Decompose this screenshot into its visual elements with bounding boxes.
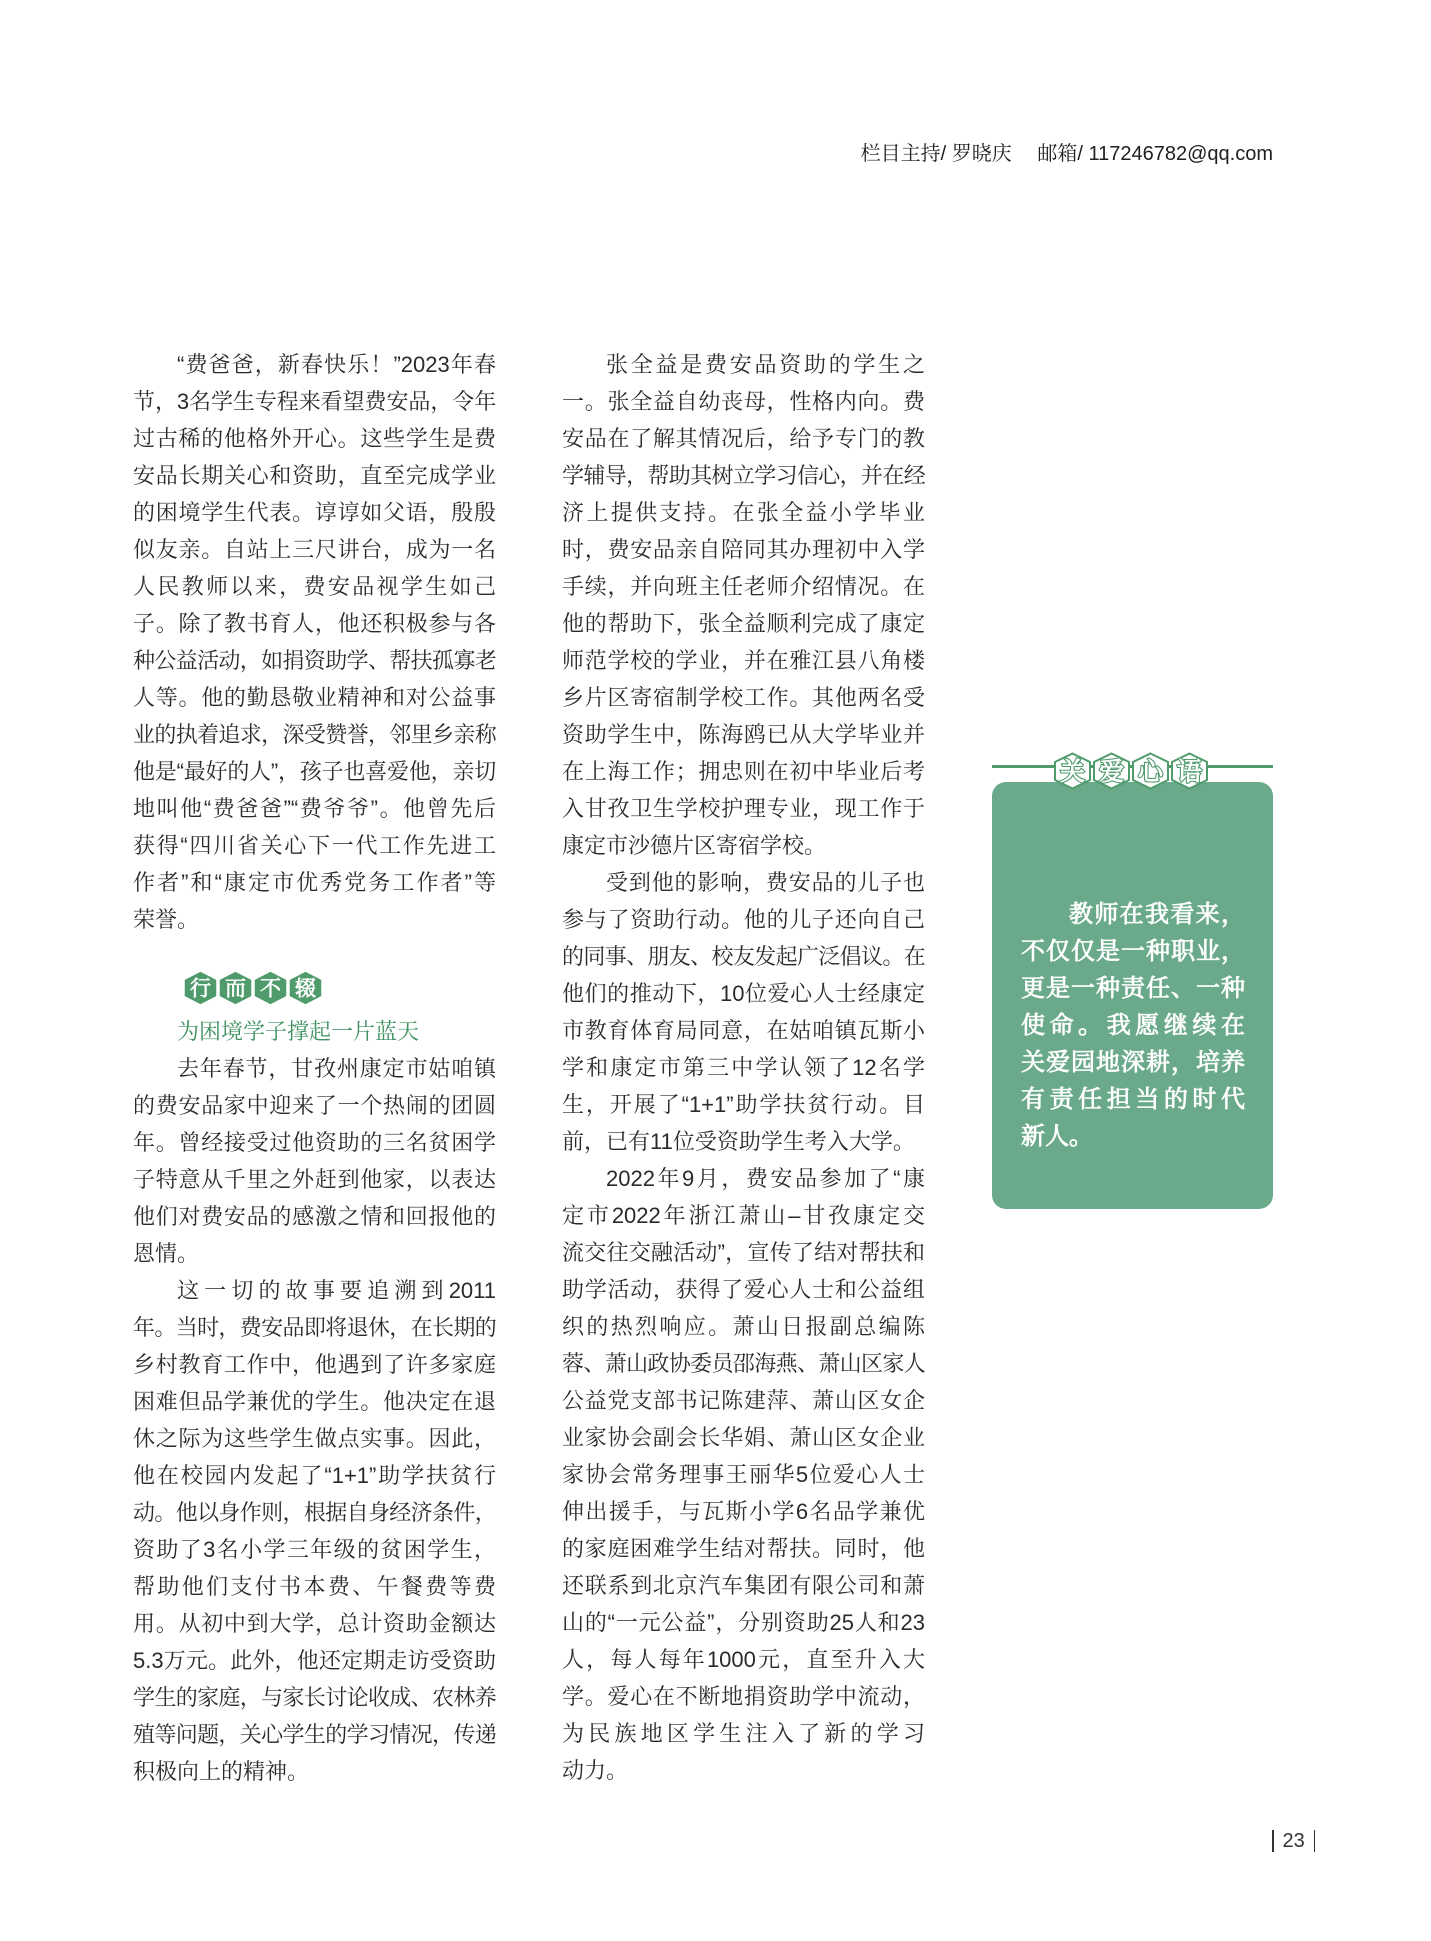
text-line: 5.3万元。此外，他还定期走访受资助 xyxy=(133,1648,496,1673)
text-line: 的费安品家中迎来了一个热闹的团圆 xyxy=(133,1093,496,1118)
text-line: “费爸爸，新春快乐！”2023年春 xyxy=(177,352,496,377)
text-line: 积极向上的精神。 xyxy=(133,1759,310,1784)
text-line: 他们对费安品的感激之情和回报他的 xyxy=(133,1204,496,1229)
text-line: 定市2022年浙江萧山–甘孜康定交 xyxy=(562,1203,925,1228)
text-line: 的困境学生代表。谆谆如父语，殷殷 xyxy=(133,500,496,525)
text-line: 乡片区寄宿制学校工作。其他两名受 xyxy=(562,685,925,710)
text-line: 山的“一元公益”，分别资助25人和23 xyxy=(562,1610,925,1635)
text-line: 去年春节，甘孜州康定市姑咱镇 xyxy=(177,1056,496,1081)
text-line: 一。张全益自幼丧母，性格内向。费 xyxy=(562,389,925,414)
sidebar-heading-char: 关 xyxy=(1059,758,1086,786)
text-line: 业家协会副会长华娟、萧山区女企业 xyxy=(562,1425,925,1450)
hexagon-outline-icon xyxy=(1170,752,1209,790)
text-line: 的家庭困难学生结对帮扶。同时，他 xyxy=(562,1536,925,1561)
text-line: 过古稀的他格外开心。这些学生是费 xyxy=(133,426,496,451)
text-line: 殖等问题，关心学生的学习情况，传递 xyxy=(133,1722,496,1747)
text-line: 他在校园内发起了“1+1”助学扶贫行 xyxy=(133,1463,496,1488)
section-title-char: 而 xyxy=(225,977,246,1001)
section-title-char: 行 xyxy=(190,977,211,1001)
text-line: 公益党支部书记陈建萍、萧山区女企 xyxy=(562,1388,925,1413)
text-line: 乡村教育工作中，他遇到了许多家庭 xyxy=(133,1352,496,1377)
text-line: 荣誉。 xyxy=(133,907,200,932)
text-line: 使命。我愿继续在 xyxy=(1021,1012,1245,1039)
text-line: 休之际为这些学生做点实事。因此， xyxy=(133,1426,496,1451)
hexagon-badge-icon xyxy=(288,970,323,1006)
sidebar-heading xyxy=(1053,752,1209,790)
text-line: 动力。 xyxy=(562,1758,629,1783)
text-line: 子特意从千里之外赶到他家，以表达 xyxy=(133,1167,496,1192)
text-line: 年。曾经接受过他资助的三名贫困学 xyxy=(133,1130,496,1155)
text-line: 市教育体育局同意，在姑咱镇瓦斯小 xyxy=(562,1018,925,1043)
text-line: 入甘孜卫生学校护理专业，现工作于 xyxy=(562,796,925,821)
text-line: 学和康定市第三中学认领了12名学 xyxy=(562,1055,925,1080)
text-line: 流交往交融活动”，宣传了结对帮扶和 xyxy=(562,1240,925,1265)
story-paragraph xyxy=(133,1272,496,1790)
hexagon-badge-icon xyxy=(183,970,218,1006)
text-line: 教师在我看来， xyxy=(1069,901,1245,928)
intro-paragraph xyxy=(133,346,496,938)
text-line: 为民族地区学生注入了新的学习 xyxy=(562,1721,925,1746)
text-line: 子。除了教书育人，他还积极参与各 xyxy=(133,611,496,636)
text-line: 节，3名学生专程来看望费安品，令年 xyxy=(133,389,496,414)
text-line: 康定市沙德片区寄宿学校。 xyxy=(562,833,827,858)
text-line: 师范学校的学业，并在雅江县八角楼 xyxy=(562,648,925,673)
text-line: 手续，并向班主任老师介绍情况。在 xyxy=(562,574,925,599)
text-line: 参与了资助行动。他的儿子还向自己 xyxy=(562,907,925,932)
divider-bar xyxy=(1272,1830,1274,1852)
sidebar-heading-char: 语 xyxy=(1176,758,1203,786)
text-line: 学。爱心在不断地捐资助学中流动， xyxy=(562,1684,925,1709)
editor-email: 邮箱/ 117246782@qq.com xyxy=(1037,143,1273,165)
hexagon-badge-icon xyxy=(253,970,288,1006)
hexagon-outline-icon xyxy=(1053,752,1092,790)
text-line: 家协会常务理事王丽华5位爱心人士 xyxy=(562,1462,925,1487)
text-line: 他是“最好的人”，孩子也喜爱他，亲切 xyxy=(133,759,496,784)
middle-column xyxy=(562,346,925,1789)
text-line: 关爱园地深耕，培养 xyxy=(1021,1049,1245,1076)
text-line: 学辅导，帮助其树立学习信心，并在经 xyxy=(562,463,925,488)
page-number-value: 23 xyxy=(1282,1830,1305,1852)
text-line: 有责任担当的时代 xyxy=(1021,1086,1245,1113)
column-editor-header xyxy=(861,140,1273,168)
hexagon-badge-icon xyxy=(218,970,253,1006)
text-line: 资助学生中，陈海鸥已从大学毕业并 xyxy=(562,722,925,747)
text-line: 获得“四川省关心下一代工作先进工 xyxy=(133,833,496,858)
quote-text xyxy=(1021,896,1245,1155)
story-paragraph xyxy=(562,864,925,1160)
sidebar-heading-char: 心 xyxy=(1137,758,1164,786)
text-line: 蓉、萧山政协委员邵海燕、萧山区家人 xyxy=(562,1351,925,1376)
text-line: 学生的家庭，与家长讨论收成、农林养 xyxy=(133,1685,496,1710)
text-line: 人民教师以来，费安品视学生如己 xyxy=(133,574,496,599)
text-line: 人等。他的勤恳敬业精神和对公益事 xyxy=(133,685,496,710)
section-title-char: 不 xyxy=(260,977,281,1001)
section-heading xyxy=(133,938,496,1050)
text-line: 2022年9月，费安品参加了“康 xyxy=(606,1166,925,1191)
text-line: 动。他以身作则，根据自身经济条件， xyxy=(133,1500,496,1525)
text-line: 的同事、朋友、校友发起广泛倡议。在 xyxy=(562,944,925,969)
text-line: 帮助他们支付书本费、午餐费等费 xyxy=(133,1574,496,1599)
text-line: 恩情。 xyxy=(133,1241,200,1266)
text-line: 用。从初中到大学，总计资助金额达 xyxy=(133,1611,496,1636)
text-line: 他的帮助下，张全益顺利完成了康定 xyxy=(562,611,925,636)
quote-box xyxy=(992,782,1273,1209)
text-line: 困难但品学兼优的学生。他决定在退 xyxy=(133,1389,496,1414)
text-line: 业的执着追求，深受赞誉，邻里乡亲称 xyxy=(133,722,496,747)
text-line: 安品在了解其情况后，给予专门的教 xyxy=(562,426,925,451)
text-line: 助学活动，获得了爱心人士和公益组 xyxy=(562,1277,925,1302)
text-line: 不仅仅是一种职业， xyxy=(1021,938,1245,965)
text-line: 济上提供支持。在张全益小学毕业 xyxy=(562,500,925,525)
left-column xyxy=(133,346,496,1790)
hexagon-outline-icon xyxy=(1131,752,1170,790)
text-line: 地叫他“费爸爸”“费爷爷”。他曾先后 xyxy=(133,796,496,821)
text-line: 在上海工作；拥忠则在初中毕业后考 xyxy=(562,759,925,784)
section-subtitle: 为困境学子撑起一片蓝天 xyxy=(177,1019,420,1044)
text-line: 安品长期关心和资助，直至完成学业 xyxy=(133,463,496,488)
text-line: 似友亲。自站上三尺讲台，成为一名 xyxy=(133,537,496,562)
text-line: 还联系到北京汽车集团有限公司和萧 xyxy=(562,1573,925,1598)
text-line: 生，开展了“1+1”助学扶贫行动。目 xyxy=(562,1092,925,1117)
divider-bar xyxy=(1314,1830,1316,1852)
story-paragraph xyxy=(562,1160,925,1789)
section-title-badges xyxy=(183,970,323,1006)
text-line: 受到他的影响，费安品的儿子也 xyxy=(606,870,925,895)
hexagon-outline-icon xyxy=(1092,752,1131,790)
text-line: 种公益活动，如捐资助学、帮扶孤寡老 xyxy=(133,648,496,673)
text-line: 伸出援手，与瓦斯小学6名品学兼优 xyxy=(562,1499,925,1524)
text-line: 新人。 xyxy=(1021,1123,1093,1150)
text-line: 这一切的故事要追溯到2011 xyxy=(177,1278,496,1303)
text-line: 前，已有11位受资助学生考入大学。 xyxy=(562,1129,915,1154)
story-paragraph xyxy=(133,1050,496,1272)
text-line: 织的热烈响应。萧山日报副总编陈 xyxy=(562,1314,925,1339)
story-paragraph xyxy=(562,346,925,864)
text-line: 年。当时，费安品即将退休，在长期的 xyxy=(133,1315,496,1340)
page-number xyxy=(1272,1828,1315,1854)
text-line: 张全益是费安品资助的学生之 xyxy=(606,352,925,377)
text-line: 资助了3名小学三年级的贫困学生， xyxy=(133,1537,496,1562)
text-line: 更是一种责任、一种 xyxy=(1021,975,1245,1002)
editor-credit: 栏目主持/ 罗晓庆 xyxy=(860,143,1012,165)
sidebar-heading-char: 爱 xyxy=(1098,758,1125,786)
text-line: 作者”和“康定市优秀党务工作者”等 xyxy=(133,870,496,895)
text-line: 时，费安品亲自陪同其办理初中入学 xyxy=(562,537,925,562)
text-line: 人，每人每年1000元，直至升入大 xyxy=(562,1647,925,1672)
section-title-char: 辍 xyxy=(295,977,316,1001)
text-line: 他们的推动下，10位爱心人士经康定 xyxy=(562,981,925,1006)
